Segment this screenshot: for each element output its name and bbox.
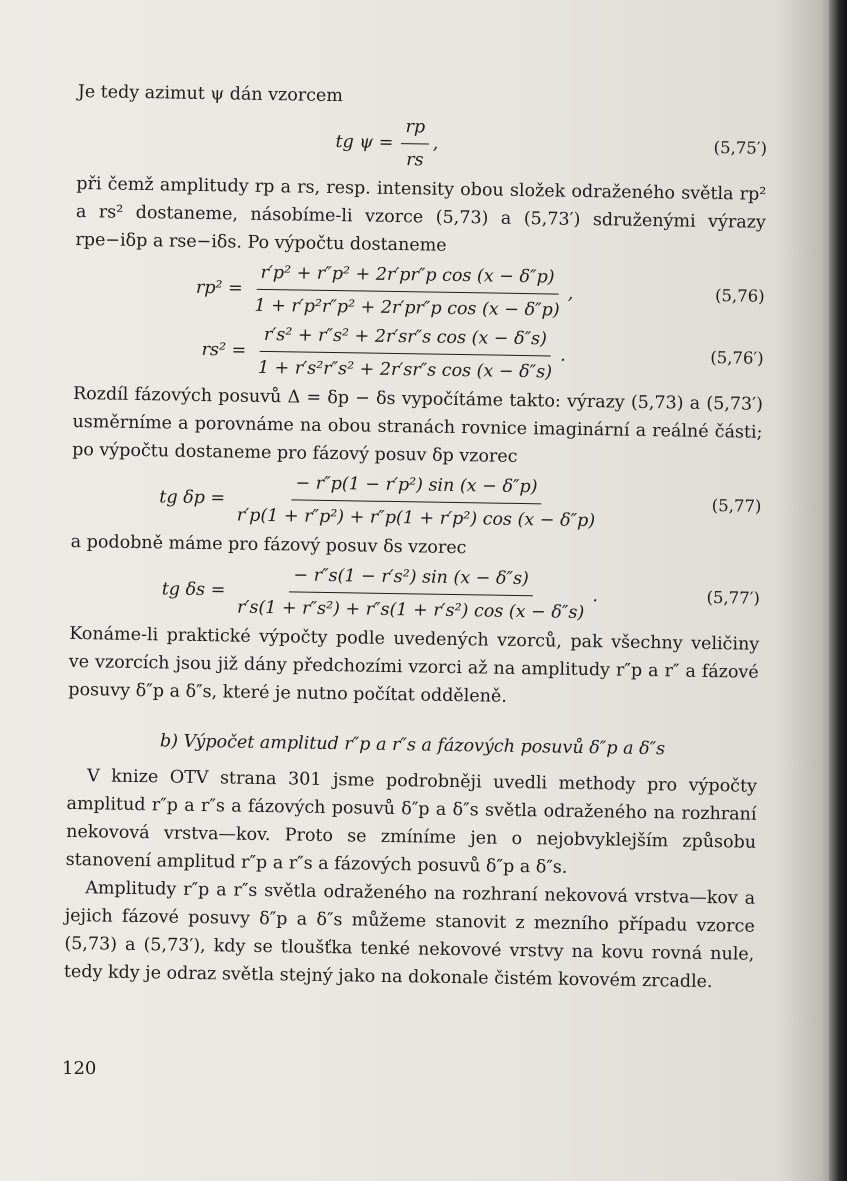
page-content: [64, 78, 768, 997]
paragraph-2: při čemž amplitudy rp a rs, resp. intensity obou složek odraženého světla rp² a rs² dostaneme, násobíme-li vzorce (5,73) a (5,73′) sdruženými výrazy rpe−iδp a rse−iδs. Po výpočtu dostaneme: [75, 173, 767, 256]
equation-punctuation: .: [560, 345, 566, 366]
equation-numerator: r′p² + r″p² + 2r′pr″p cos (x − δ″p): [256, 258, 559, 294]
equation-denominator: r′s(1 + r″s²) + r″s(1 + r′s²) cos (x − δ″s): [236, 597, 585, 623]
equation-number: (5,77′): [706, 587, 761, 608]
equation-fraction: [254, 320, 557, 386]
equation-denominator: rs: [406, 149, 424, 170]
equation-fraction: [401, 113, 430, 174]
equation-lhs: tg ψ =: [335, 132, 394, 153]
equation-numerator: r′s² + r″s² + 2r′sr″s cos (x − δ″s): [260, 320, 551, 356]
paragraph-1: Je tedy azimut ψ dán vzorcem: [77, 81, 344, 107]
equation-number: (5,76): [714, 286, 765, 306]
equation-denominator: 1 + r′s²r″s² + 2r′sr″s cos (x − δ″s): [257, 357, 553, 382]
paragraph-7: Amplitudy r″p a r″s světla odraženého na rozhraní nekovová vrstva—kov a jejich fázové posuvy δ″p a δ″s můžeme stanovit z mezního případu vzorce (5,73) a (5,73′), kdy se tloušťka tenké nekovové vrstvy na kovu rovná nule, tedy kdy je odraz světla stejný jako na dokonale čistém kovovém zrcadle.: [63, 878, 756, 993]
equation-lhs: rs² =: [201, 339, 247, 361]
paragraph-3: Rozdíl fázových posuvů Δ = δp − δs vypočítáme takto: výrazy (5,73) a (5,73′) usměrníme a porovnáme na obou stranách rovnice imaginární a reálné části; po výpočtu dostaneme pro fázový posuv δp vzorec: [71, 383, 764, 467]
equation-numerator: − r″p(1 − r′p²) sin (x − δ″p): [291, 469, 541, 504]
equation-5-76: [74, 256, 765, 327]
equation-denominator: r′p(1 + r″p²) + r″p(1 + r′p²) cos (x − δ″p): [236, 505, 596, 531]
book-spine: [829, 0, 847, 1181]
section-heading: b) Výpočet amplitud r″p a r″s a fázových posuvů δ″p a δ″s: [159, 731, 666, 760]
equation-number: (5,75′): [713, 137, 768, 158]
paragraph-4: a podobně máme pro fázový posuv δs vzorec: [70, 531, 467, 559]
equation-number: (5,77): [711, 496, 762, 516]
paragraph-6: V knize OTV strana 301 jsme podrobněji uvedli methody pro výpočty amplitud r″p a r″s a fázových posuvů δ″p a δ″s světla odraženého na rozhraní nekovová vrstva—kov. Proto se zmíníme jen o nejobvyklejším způsobu stanovení amplitud r″p a r″s a fázových posuvů δ″p a δ″s.: [65, 766, 758, 878]
equation-fraction: [250, 258, 564, 324]
equation-punctuation: ,: [567, 283, 574, 304]
paragraph-5: Konáme-li praktické výpočty podle uvedených vzorců, pak všechny veličiny ve vzorcích jsou již dány předchozími vzorci až na amplitudy r″p a r″ a fázové posuvy δ″p a δ″s, které je nutno počítat odděleně.: [68, 623, 760, 707]
equation-lhs: rp² =: [195, 277, 243, 299]
equation-5-77-prime: [70, 558, 761, 629]
equation-fraction: [233, 468, 600, 535]
equation-fraction: [233, 560, 589, 627]
equation-5-75: [77, 108, 768, 179]
equation-punctuation: ,: [432, 133, 439, 154]
equation-lhs: tg δp =: [159, 487, 226, 509]
equation-5-76-prime: [73, 318, 764, 389]
equation-punctuation: .: [592, 586, 599, 607]
page-number: 120: [62, 1058, 97, 1079]
equation-denominator: 1 + r′p²r″p² + 2r′pr″p cos (x − δ″p): [254, 295, 560, 321]
equation-numerator: − r″s(1 − r′s²) sin (x − δ″s): [289, 561, 533, 596]
equation-lhs: tg δs =: [161, 579, 226, 601]
equation-5-77: [71, 466, 762, 537]
equation-numerator: rp: [401, 113, 429, 144]
equation-number: (5,76′): [710, 347, 764, 368]
